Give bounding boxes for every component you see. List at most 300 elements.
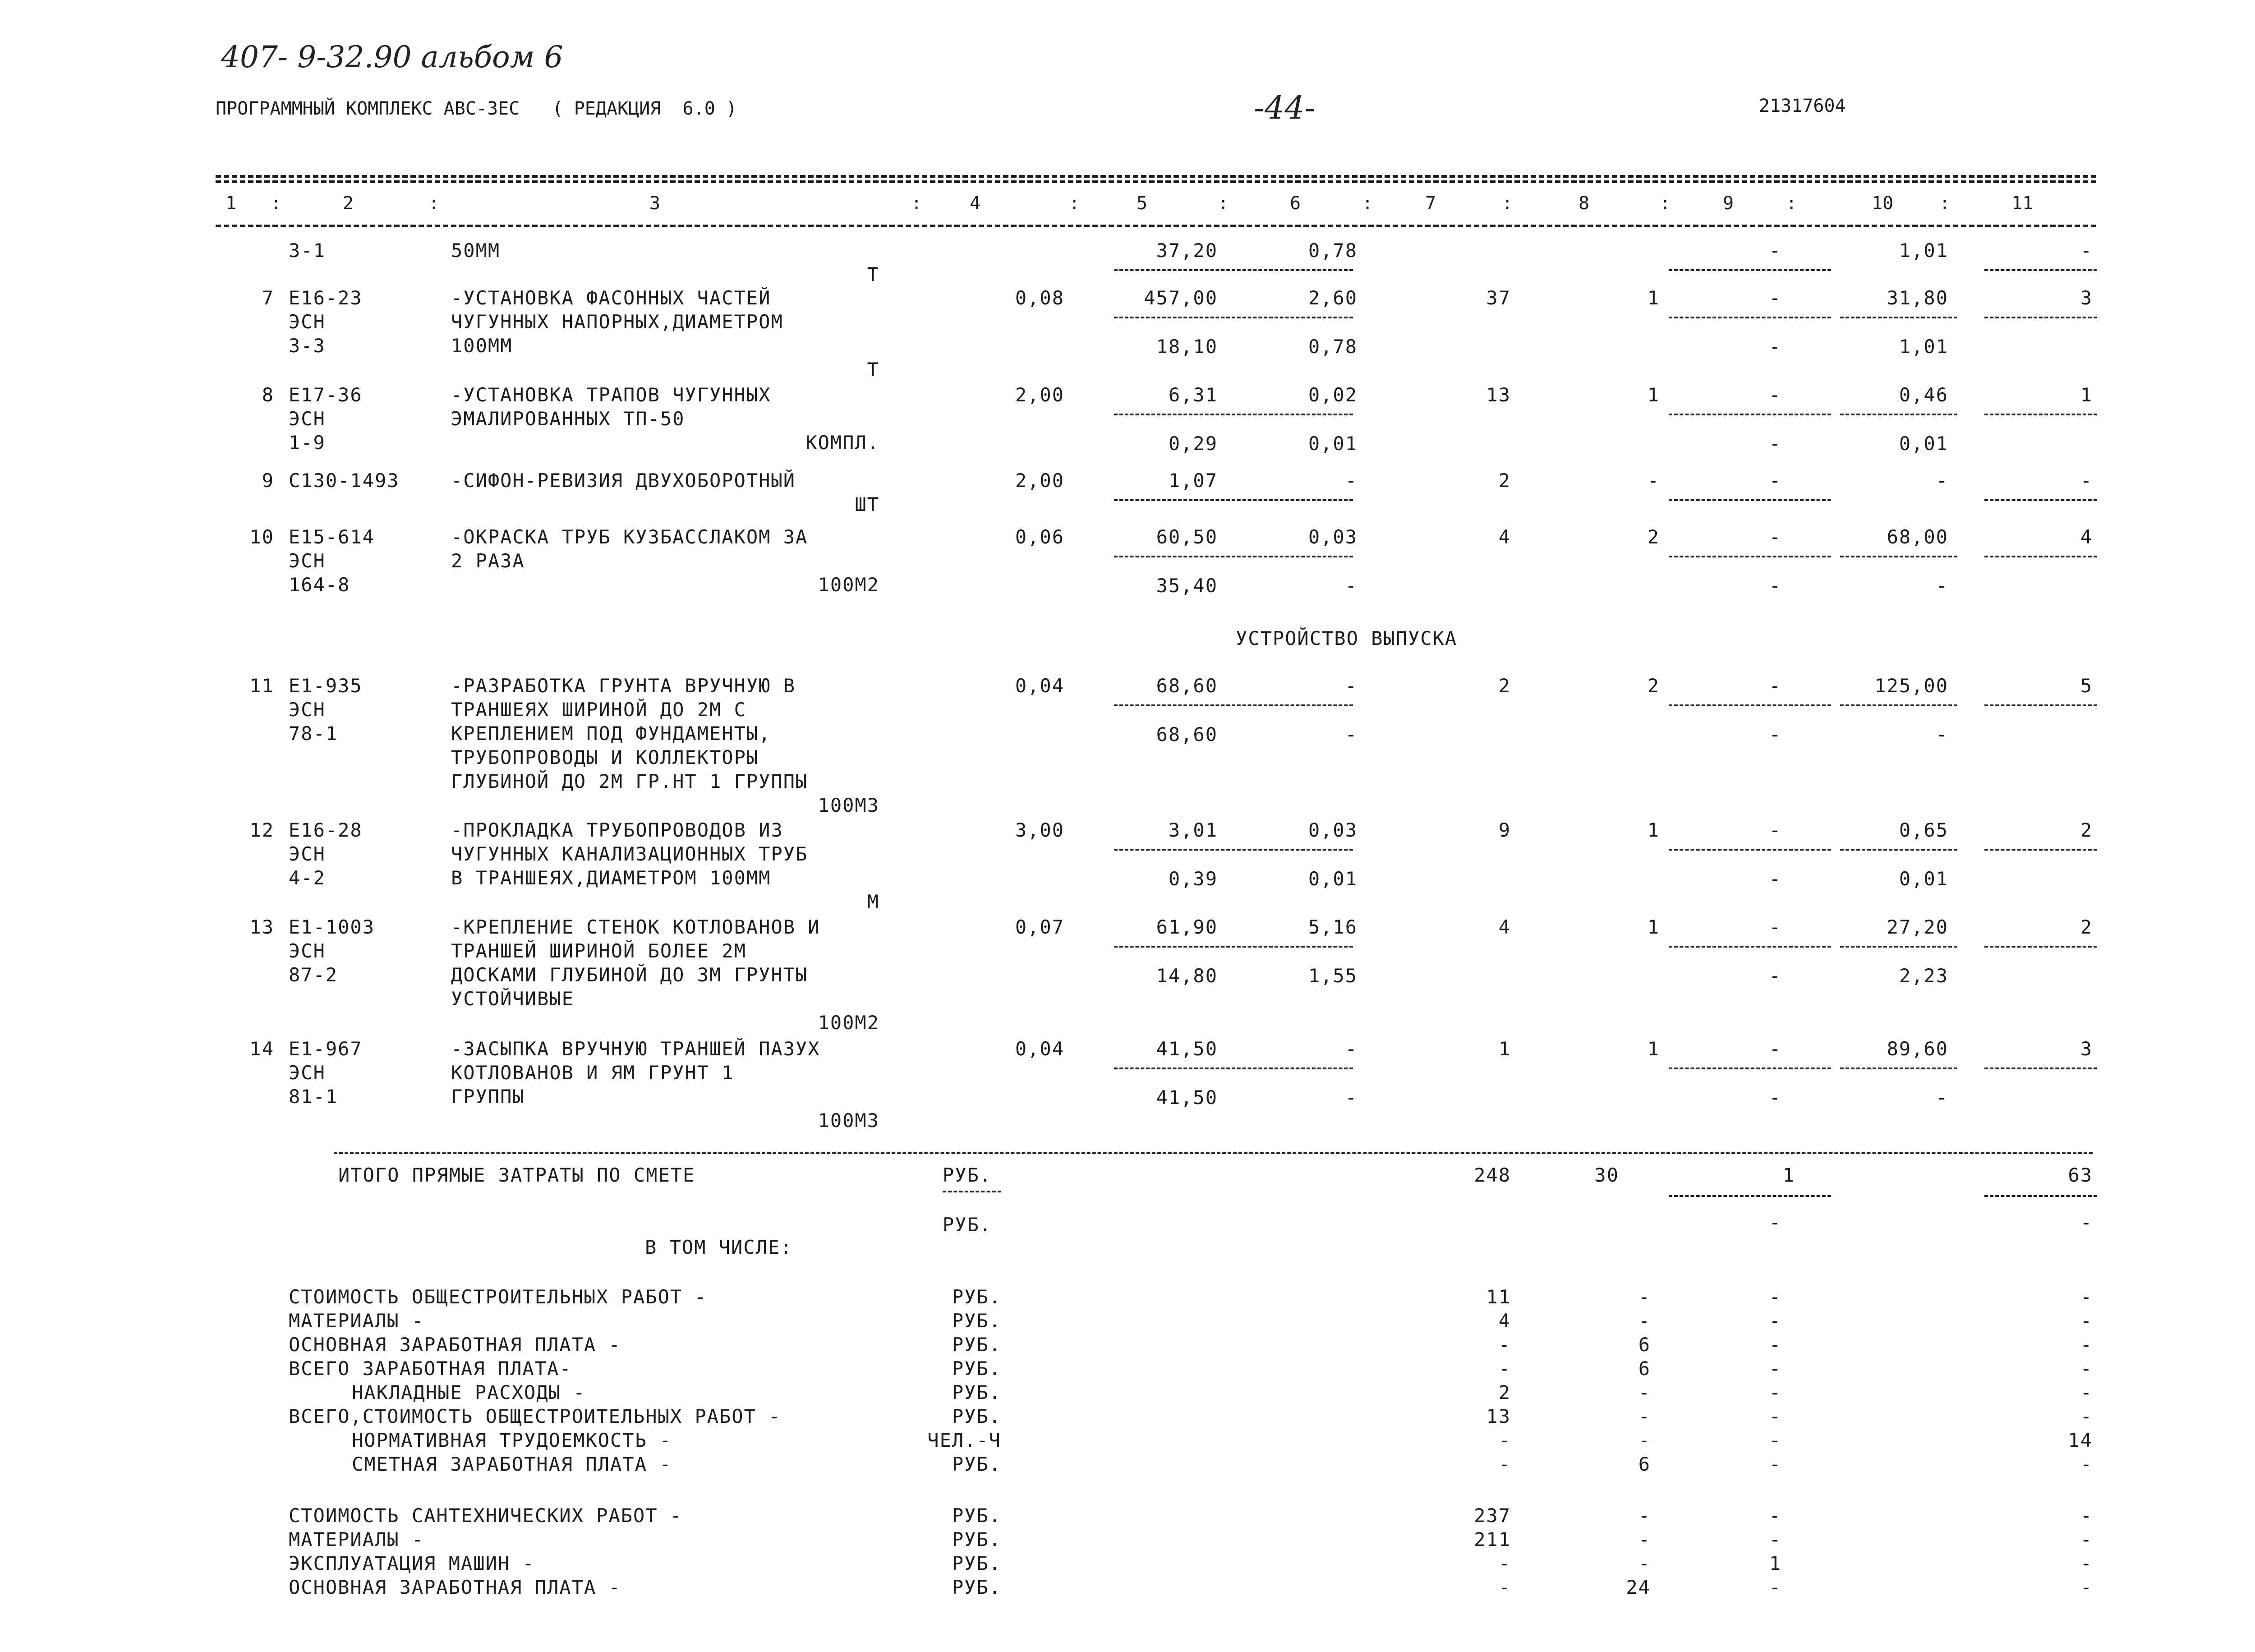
row-machine-cost: - xyxy=(1769,675,1781,697)
row-unit: 100М2 xyxy=(818,574,879,596)
summary-c9: - xyxy=(1769,1286,1781,1308)
summary-c8: - xyxy=(1638,1429,1651,1451)
summary-c7: - xyxy=(1498,1552,1511,1574)
row-labour: - xyxy=(1936,723,1948,745)
summary-label: НАКЛАДНЫЕ РАСХОДЫ - xyxy=(352,1381,586,1404)
row-divider xyxy=(1114,317,1353,318)
summary-unit: РУБ. xyxy=(952,1505,1001,1527)
row-total-cost: 4 xyxy=(1498,526,1511,548)
row-quantity: 2,00 xyxy=(1015,469,1064,492)
row-machine-cost: - xyxy=(1769,723,1781,745)
row-divider xyxy=(1669,946,1831,948)
summary-c8: - xyxy=(1638,1286,1651,1308)
row-machine-cost: - xyxy=(1769,916,1781,938)
row-number: 9 xyxy=(262,469,274,492)
summary-c7: 2 xyxy=(1498,1381,1511,1404)
row-total-wage: - xyxy=(1647,469,1660,492)
row-quantity: 0,07 xyxy=(1015,916,1064,938)
row-machine-cost: - xyxy=(1769,575,1781,597)
summary-label: СТОИМОСТЬ ОБЩЕСТРОИТЕЛЬНЫХ РАБОТ - xyxy=(289,1286,707,1308)
total-unit-2: РУБ. xyxy=(943,1214,992,1236)
row-machine-cost: - xyxy=(1769,965,1781,987)
row-divider xyxy=(1114,849,1353,851)
summary-unit: РУБ. xyxy=(952,1576,1001,1598)
row-machine-cost: - xyxy=(1769,239,1781,262)
summary-c11: - xyxy=(2080,1528,2093,1551)
row-code: ЭСН xyxy=(289,408,326,430)
row-code: 87-2 xyxy=(289,964,338,986)
row-unit-cost: 35,40 xyxy=(1156,575,1218,597)
row-code: ЭСН xyxy=(289,940,326,962)
row-code: 1-9 xyxy=(289,432,326,454)
row-unit-cost: 41,50 xyxy=(1156,1086,1218,1109)
row-divider xyxy=(1669,556,1831,557)
row-total-labour: 3 xyxy=(2080,1038,2093,1060)
row-divider xyxy=(1984,1068,2097,1069)
summary-c11: - xyxy=(2080,1505,2093,1527)
row-unit-cost: 457,00 xyxy=(1144,287,1218,309)
row-divider xyxy=(1984,317,2097,318)
row-total-cost: 2 xyxy=(1498,469,1511,492)
row-labour: 89,60 xyxy=(1887,1038,1948,1060)
total-divider xyxy=(1669,1195,1831,1197)
row-total-wage: 2 xyxy=(1647,526,1660,548)
including-label: В ТОМ ЧИСЛЕ: xyxy=(645,1236,793,1258)
row-unit: 100М3 xyxy=(818,1109,879,1132)
summary-c11: - xyxy=(2080,1334,2093,1356)
row-code: Е1-967 xyxy=(289,1038,363,1060)
row-divider xyxy=(1840,414,1957,415)
summary-c8: 6 xyxy=(1638,1453,1651,1475)
row-divider xyxy=(1114,1068,1353,1069)
column-header-5: 5 xyxy=(1137,193,1148,214)
row-total-wage: 1 xyxy=(1647,916,1660,938)
row-divider xyxy=(1984,269,2097,271)
summary-unit: РУБ. xyxy=(952,1528,1001,1551)
summary-c7: - xyxy=(1498,1453,1511,1475)
row-labour: 68,00 xyxy=(1887,526,1948,548)
page-number: -44- xyxy=(1254,89,1316,126)
total-label: ИТОГО ПРЯМЫЕ ЗАТРАТЫ ПО СМЕТЕ xyxy=(338,1164,695,1186)
row-code: Е17-36 xyxy=(289,384,363,406)
column-separator: : xyxy=(1069,193,1080,214)
row-unit: 100М3 xyxy=(818,794,879,816)
summary-label: ВСЕГО ЗАРАБОТНАЯ ПЛАТА- xyxy=(289,1357,572,1380)
row-code: ЭСН xyxy=(289,1062,326,1084)
row-unit-wage: 0,78 xyxy=(1308,239,1358,262)
row-labour: 1,01 xyxy=(1899,239,1948,262)
row-total-cost: 37 xyxy=(1486,287,1511,309)
row-divider xyxy=(1114,499,1353,501)
total-c11: 63 xyxy=(2068,1164,2093,1186)
row-total-wage: 1 xyxy=(1647,819,1660,841)
row-divider xyxy=(1669,1068,1831,1069)
summary-c8: - xyxy=(1638,1381,1651,1404)
row-labour: 31,80 xyxy=(1887,287,1948,309)
row-unit: ШТ xyxy=(855,493,879,515)
row-number: 10 xyxy=(249,526,274,548)
row-total-cost: 9 xyxy=(1498,819,1511,841)
row-unit-wage: 0,78 xyxy=(1308,336,1358,358)
summary-c8: 6 xyxy=(1638,1334,1651,1356)
summary-c11: - xyxy=(2080,1286,2093,1308)
row-number: 14 xyxy=(249,1038,274,1060)
column-header-3: 3 xyxy=(649,193,661,214)
row-unit-wage: - xyxy=(1345,575,1358,597)
row-description: ТРАНШЕЙ ШИРИНОЙ БОЛЕЕ 2М xyxy=(451,940,746,962)
summary-c9: - xyxy=(1769,1453,1781,1475)
summary-c7: - xyxy=(1498,1576,1511,1598)
summary-c11: - xyxy=(2080,1552,2093,1574)
row-number: 12 xyxy=(249,819,274,841)
row-machine-cost: - xyxy=(1769,868,1781,890)
row-divider xyxy=(1669,317,1831,318)
row-quantity: 0,04 xyxy=(1015,1038,1064,1060)
row-description: -ПРОКЛАДКА ТРУБОПРОВОДОВ ИЗ xyxy=(451,819,783,841)
row-unit-wage: 2,60 xyxy=(1308,287,1358,309)
summary-c8: - xyxy=(1638,1552,1651,1574)
row-unit-cost: 68,60 xyxy=(1156,675,1218,697)
summary-unit: РУБ. xyxy=(952,1405,1001,1427)
row-unit: КОМПЛ. xyxy=(805,432,879,454)
row-unit-wage: 0,03 xyxy=(1308,526,1358,548)
summary-label: ОСНОВНАЯ ЗАРАБОТНАЯ ПЛАТА - xyxy=(289,1576,621,1598)
summary-c8: 6 xyxy=(1638,1357,1651,1380)
row-unit-wage: 0,01 xyxy=(1308,868,1358,890)
row-divider xyxy=(1840,317,1957,318)
row-labour: 1,01 xyxy=(1899,336,1948,358)
row-unit-wage: - xyxy=(1345,1038,1358,1060)
summary-c11: - xyxy=(2080,1576,2093,1598)
row-number: 7 xyxy=(262,287,274,309)
row-divider xyxy=(1840,704,1957,706)
row-unit-wage: 1,55 xyxy=(1308,965,1358,987)
column-separator: : xyxy=(428,193,440,214)
column-header-4: 4 xyxy=(970,193,981,214)
summary-c9: - xyxy=(1769,1405,1781,1427)
row-labour: - xyxy=(1936,575,1948,597)
row-total-labour: 2 xyxy=(2080,819,2093,841)
row-unit: Т xyxy=(867,359,879,381)
document-id: 21317604 xyxy=(1759,96,1846,116)
row-total-cost: 2 xyxy=(1498,675,1511,697)
row-unit-wage: 0,01 xyxy=(1308,433,1358,455)
row-code: 4-2 xyxy=(289,867,326,889)
column-header-11: 11 xyxy=(2011,193,2034,214)
total-c9-2: - xyxy=(1769,1211,1781,1233)
row-divider xyxy=(1114,946,1353,948)
summary-label: ОСНОВНАЯ ЗАРАБОТНАЯ ПЛАТА - xyxy=(289,1334,621,1356)
row-machine-cost: - xyxy=(1769,384,1781,406)
row-unit-cost: 18,10 xyxy=(1156,336,1218,358)
summary-unit: РУБ. xyxy=(952,1453,1001,1475)
column-header-6: 6 xyxy=(1290,193,1301,214)
summary-c7: - xyxy=(1498,1429,1511,1451)
program-title: ПРОГРАММНЫЙ КОМПЛЕКС АВС-3ЕС ( РЕДАКЦИЯ 6.0 ) xyxy=(216,98,737,119)
row-description: -УСТАНОВКА ФАСОННЫХ ЧАСТЕЙ xyxy=(451,287,771,309)
row-code: 3-1 xyxy=(289,239,326,262)
row-total-labour: - xyxy=(2080,469,2093,492)
row-quantity: 3,00 xyxy=(1015,819,1064,841)
summary-c11: - xyxy=(2080,1310,2093,1332)
row-divider xyxy=(1984,414,2097,415)
row-unit-wage: 5,16 xyxy=(1308,916,1358,938)
row-labour: 0,46 xyxy=(1899,384,1948,406)
row-number: 8 xyxy=(262,384,274,406)
column-separator: : xyxy=(1786,193,1797,214)
row-code: 81-1 xyxy=(289,1086,338,1108)
row-unit-cost: 1,07 xyxy=(1168,469,1218,492)
section-heading: УСТРОЙСТВО ВЫПУСКА xyxy=(1236,627,1458,649)
summary-c8: - xyxy=(1638,1405,1651,1427)
row-labour: 0,01 xyxy=(1899,433,1948,455)
row-divider xyxy=(1114,704,1353,706)
row-code: Е15-614 xyxy=(289,526,375,548)
row-description: -ОКРАСКА ТРУБ КУЗБАССЛАКОМ ЗА xyxy=(451,526,808,548)
row-labour: - xyxy=(1936,469,1948,492)
row-total-labour: 2 xyxy=(2080,916,2093,938)
row-total-wage: 1 xyxy=(1647,1038,1660,1060)
summary-unit: РУБ. xyxy=(952,1552,1001,1574)
row-machine-cost: - xyxy=(1769,526,1781,548)
column-header-9: 9 xyxy=(1723,193,1734,214)
row-unit: Т xyxy=(867,263,879,285)
row-code: Е1-935 xyxy=(289,675,363,697)
row-divider xyxy=(1114,414,1353,415)
row-unit-cost: 14,80 xyxy=(1156,965,1218,987)
row-description: -РАЗРАБОТКА ГРУНТА ВРУЧНУЮ В xyxy=(451,675,796,697)
summary-unit: РУБ. xyxy=(952,1334,1001,1356)
row-unit-cost: 6,31 xyxy=(1168,384,1218,406)
row-unit-cost: 37,20 xyxy=(1156,239,1218,262)
row-divider xyxy=(1840,946,1957,948)
summary-unit: РУБ. xyxy=(952,1286,1001,1308)
summary-label: ВСЕГО,СТОИМОСТЬ ОБЩЕСТРОИТЕЛЬНЫХ РАБОТ - xyxy=(289,1405,781,1427)
row-code: ЭСН xyxy=(289,311,326,333)
total-divider xyxy=(1984,1195,2097,1197)
row-description: 100ММ xyxy=(451,335,513,357)
summary-c9: - xyxy=(1769,1528,1781,1551)
summary-c8: 24 xyxy=(1626,1576,1651,1598)
summary-c11: - xyxy=(2080,1381,2093,1404)
row-code: Е1-1003 xyxy=(289,916,375,938)
row-labour: 2,23 xyxy=(1899,965,1948,987)
row-quantity: 0,08 xyxy=(1015,287,1064,309)
row-total-wage: 2 xyxy=(1647,675,1660,697)
row-machine-cost: - xyxy=(1769,819,1781,841)
row-total-labour: - xyxy=(2080,239,2093,262)
summary-label: СТОИМОСТЬ САНТЕХНИЧЕСКИХ РАБОТ - xyxy=(289,1505,683,1527)
row-labour: 0,01 xyxy=(1899,868,1948,890)
column-header-8: 8 xyxy=(1578,193,1590,214)
column-separator: : xyxy=(1939,193,1951,214)
row-description: УСТОЙЧИВЫЕ xyxy=(451,988,574,1010)
summary-c7: 4 xyxy=(1498,1310,1511,1332)
row-unit-cost: 0,39 xyxy=(1168,868,1218,890)
total-c9: 1 xyxy=(1782,1164,1795,1186)
row-code: ЭСН xyxy=(289,699,326,721)
row-code: Е16-28 xyxy=(289,819,363,841)
total-unit: РУБ. xyxy=(943,1164,992,1186)
row-divider xyxy=(1669,704,1831,706)
row-code: 164-8 xyxy=(289,574,350,596)
column-separator: : xyxy=(271,193,282,214)
row-machine-cost: - xyxy=(1769,1038,1781,1060)
row-unit-cost: 61,90 xyxy=(1156,916,1218,938)
header-rule-bottom xyxy=(216,225,2096,227)
column-separator: : xyxy=(1660,193,1671,214)
summary-unit: РУБ. xyxy=(952,1310,1001,1332)
summary-label: МАТЕРИАЛЫ - xyxy=(289,1528,424,1551)
summary-unit: РУБ. xyxy=(952,1381,1001,1404)
row-divider xyxy=(1669,499,1831,501)
row-divider xyxy=(1984,946,2097,948)
row-total-wage: 1 xyxy=(1647,287,1660,309)
row-total-cost: 4 xyxy=(1498,916,1511,938)
row-unit-wage: - xyxy=(1345,1086,1358,1109)
header-rule-top xyxy=(216,175,2096,178)
row-description: -КРЕПЛЕНИЕ СТЕНОК КОТЛОВАНОВ И xyxy=(451,916,820,938)
row-description: ЧУГУННЫХ НАПОРНЫХ,ДИАМЕТРОМ xyxy=(451,311,783,333)
row-labour: 27,20 xyxy=(1887,916,1948,938)
row-divider xyxy=(1984,849,2097,851)
row-labour: - xyxy=(1936,1086,1948,1109)
row-total-labour: 5 xyxy=(2080,675,2093,697)
summary-c9: - xyxy=(1769,1429,1781,1451)
summary-label: ЭКСПЛУАТАЦИЯ МАШИН - xyxy=(289,1552,535,1574)
row-quantity: 0,04 xyxy=(1015,675,1064,697)
summary-label: НОРМАТИВНАЯ ТРУДОЕМКОСТЬ - xyxy=(352,1429,672,1451)
row-divider xyxy=(1840,1068,1957,1069)
row-unit-cost: 60,50 xyxy=(1156,526,1218,548)
row-description: ТРАНШЕЯХ ШИРИНОЙ ДО 2М С xyxy=(451,699,746,721)
row-machine-cost: - xyxy=(1769,469,1781,492)
summary-label: МАТЕРИАЛЫ - xyxy=(289,1310,424,1332)
row-unit-cost: 0,29 xyxy=(1168,433,1218,455)
row-divider xyxy=(1114,269,1353,271)
row-divider xyxy=(1984,499,2097,501)
row-code: ЭСН xyxy=(289,843,326,865)
total-rule xyxy=(334,1152,2093,1154)
row-description: -ЗАСЫПКА ВРУЧНУЮ ТРАНШЕЙ ПАЗУХ xyxy=(451,1038,820,1060)
row-unit: 100М2 xyxy=(818,1012,879,1034)
summary-c7: 211 xyxy=(1474,1528,1511,1551)
summary-c9: 1 xyxy=(1769,1552,1781,1574)
row-machine-cost: - xyxy=(1769,1086,1781,1109)
row-divider xyxy=(1984,556,2097,557)
total-c8: 30 xyxy=(1594,1164,1619,1186)
row-code: 78-1 xyxy=(289,722,338,745)
row-divider xyxy=(1840,849,1957,851)
row-unit-cost: 3,01 xyxy=(1168,819,1218,841)
row-number: 13 xyxy=(249,916,274,938)
summary-unit: ЧЕЛ.-Ч xyxy=(927,1429,1001,1451)
column-separator: : xyxy=(1502,193,1513,214)
row-unit-wage: 0,02 xyxy=(1308,384,1358,406)
row-divider xyxy=(1669,414,1831,415)
column-header-1: 1 xyxy=(226,193,237,214)
row-description: КОТЛОВАНОВ И ЯМ ГРУНТ 1 xyxy=(451,1062,734,1084)
row-unit-wage: - xyxy=(1345,675,1358,697)
summary-c9: - xyxy=(1769,1357,1781,1380)
summary-c9: - xyxy=(1769,1381,1781,1404)
row-unit-wage: 0,03 xyxy=(1308,819,1358,841)
column-header-2: 2 xyxy=(343,193,354,214)
row-machine-cost: - xyxy=(1769,336,1781,358)
row-description: 50ММ xyxy=(451,239,501,262)
summary-c7: - xyxy=(1498,1357,1511,1380)
summary-c9: - xyxy=(1769,1505,1781,1527)
summary-c7: 11 xyxy=(1486,1286,1511,1308)
row-divider xyxy=(1114,556,1353,557)
handwritten-album-code: 407- 9-32.90 альбом 6 xyxy=(221,40,563,74)
row-unit-wage: - xyxy=(1345,723,1358,745)
row-description: ГРУППЫ xyxy=(451,1086,525,1108)
row-divider xyxy=(1669,849,1831,851)
row-code: ЭСН xyxy=(289,550,326,572)
header-rule-top-2 xyxy=(216,180,2096,183)
row-description: ЧУГУННЫХ КАНАЛИЗАЦИОННЫХ ТРУБ xyxy=(451,843,808,865)
column-header-10: 10 xyxy=(1872,193,1894,214)
row-unit-cost: 41,50 xyxy=(1156,1038,1218,1060)
row-unit: М xyxy=(867,891,879,913)
row-unit-cost: 68,60 xyxy=(1156,723,1218,745)
summary-c11: - xyxy=(2080,1357,2093,1380)
row-description: -СИФОН-РЕВИЗИЯ ДВУХОБОРОТНЫЙ xyxy=(451,469,796,492)
row-total-wage: 1 xyxy=(1647,384,1660,406)
summary-c7: 237 xyxy=(1474,1505,1511,1527)
row-description: 2 РАЗА xyxy=(451,550,525,572)
summary-c7: 13 xyxy=(1486,1405,1511,1427)
row-divider xyxy=(1984,704,2097,706)
total-c11-2: - xyxy=(2080,1211,2093,1233)
row-code: С130-1493 xyxy=(289,469,400,492)
column-separator: : xyxy=(1362,193,1373,214)
summary-c9: - xyxy=(1769,1334,1781,1356)
row-machine-cost: - xyxy=(1769,433,1781,455)
summary-c9: - xyxy=(1769,1310,1781,1332)
row-divider xyxy=(1840,556,1957,557)
summary-c8: - xyxy=(1638,1310,1651,1332)
row-unit-wage: - xyxy=(1345,469,1358,492)
row-total-cost: 13 xyxy=(1486,384,1511,406)
summary-c8: - xyxy=(1638,1528,1651,1551)
summary-c11: - xyxy=(2080,1453,2093,1475)
row-labour: 0,65 xyxy=(1899,819,1948,841)
row-number: 11 xyxy=(249,675,274,697)
row-description: -УСТАНОВКА ТРАПОВ ЧУГУННЫХ xyxy=(451,384,771,406)
row-total-labour: 4 xyxy=(2080,526,2093,548)
row-description: ТРУБОПРОВОДЫ И КОЛЛЕКТОРЫ xyxy=(451,746,759,768)
summary-c11: - xyxy=(2080,1405,2093,1427)
row-total-labour: 3 xyxy=(2080,287,2093,309)
total-unit-rule xyxy=(943,1191,1001,1192)
summary-unit: РУБ. xyxy=(952,1357,1001,1380)
summary-c11: 14 xyxy=(2068,1429,2093,1451)
row-quantity: 2,00 xyxy=(1015,384,1064,406)
row-description: ГЛУБИНОЙ ДО 2М ГР.НТ 1 ГРУППЫ xyxy=(451,770,808,792)
summary-c8: - xyxy=(1638,1505,1651,1527)
summary-label: СМЕТНАЯ ЗАРАБОТНАЯ ПЛАТА - xyxy=(352,1453,672,1475)
row-description: КРЕПЛЕНИЕМ ПОД ФУНДАМЕНТЫ, xyxy=(451,722,771,745)
row-description: ЭМАЛИРОВАННЫХ ТП-50 xyxy=(451,408,685,430)
row-labour: 125,00 xyxy=(1874,675,1948,697)
row-code: 3-3 xyxy=(289,335,326,357)
row-divider xyxy=(1669,269,1831,271)
row-description: В ТРАНШЕЯХ,ДИАМЕТРОМ 100ММ xyxy=(451,867,771,889)
row-machine-cost: - xyxy=(1769,287,1781,309)
row-total-cost: 1 xyxy=(1498,1038,1511,1060)
